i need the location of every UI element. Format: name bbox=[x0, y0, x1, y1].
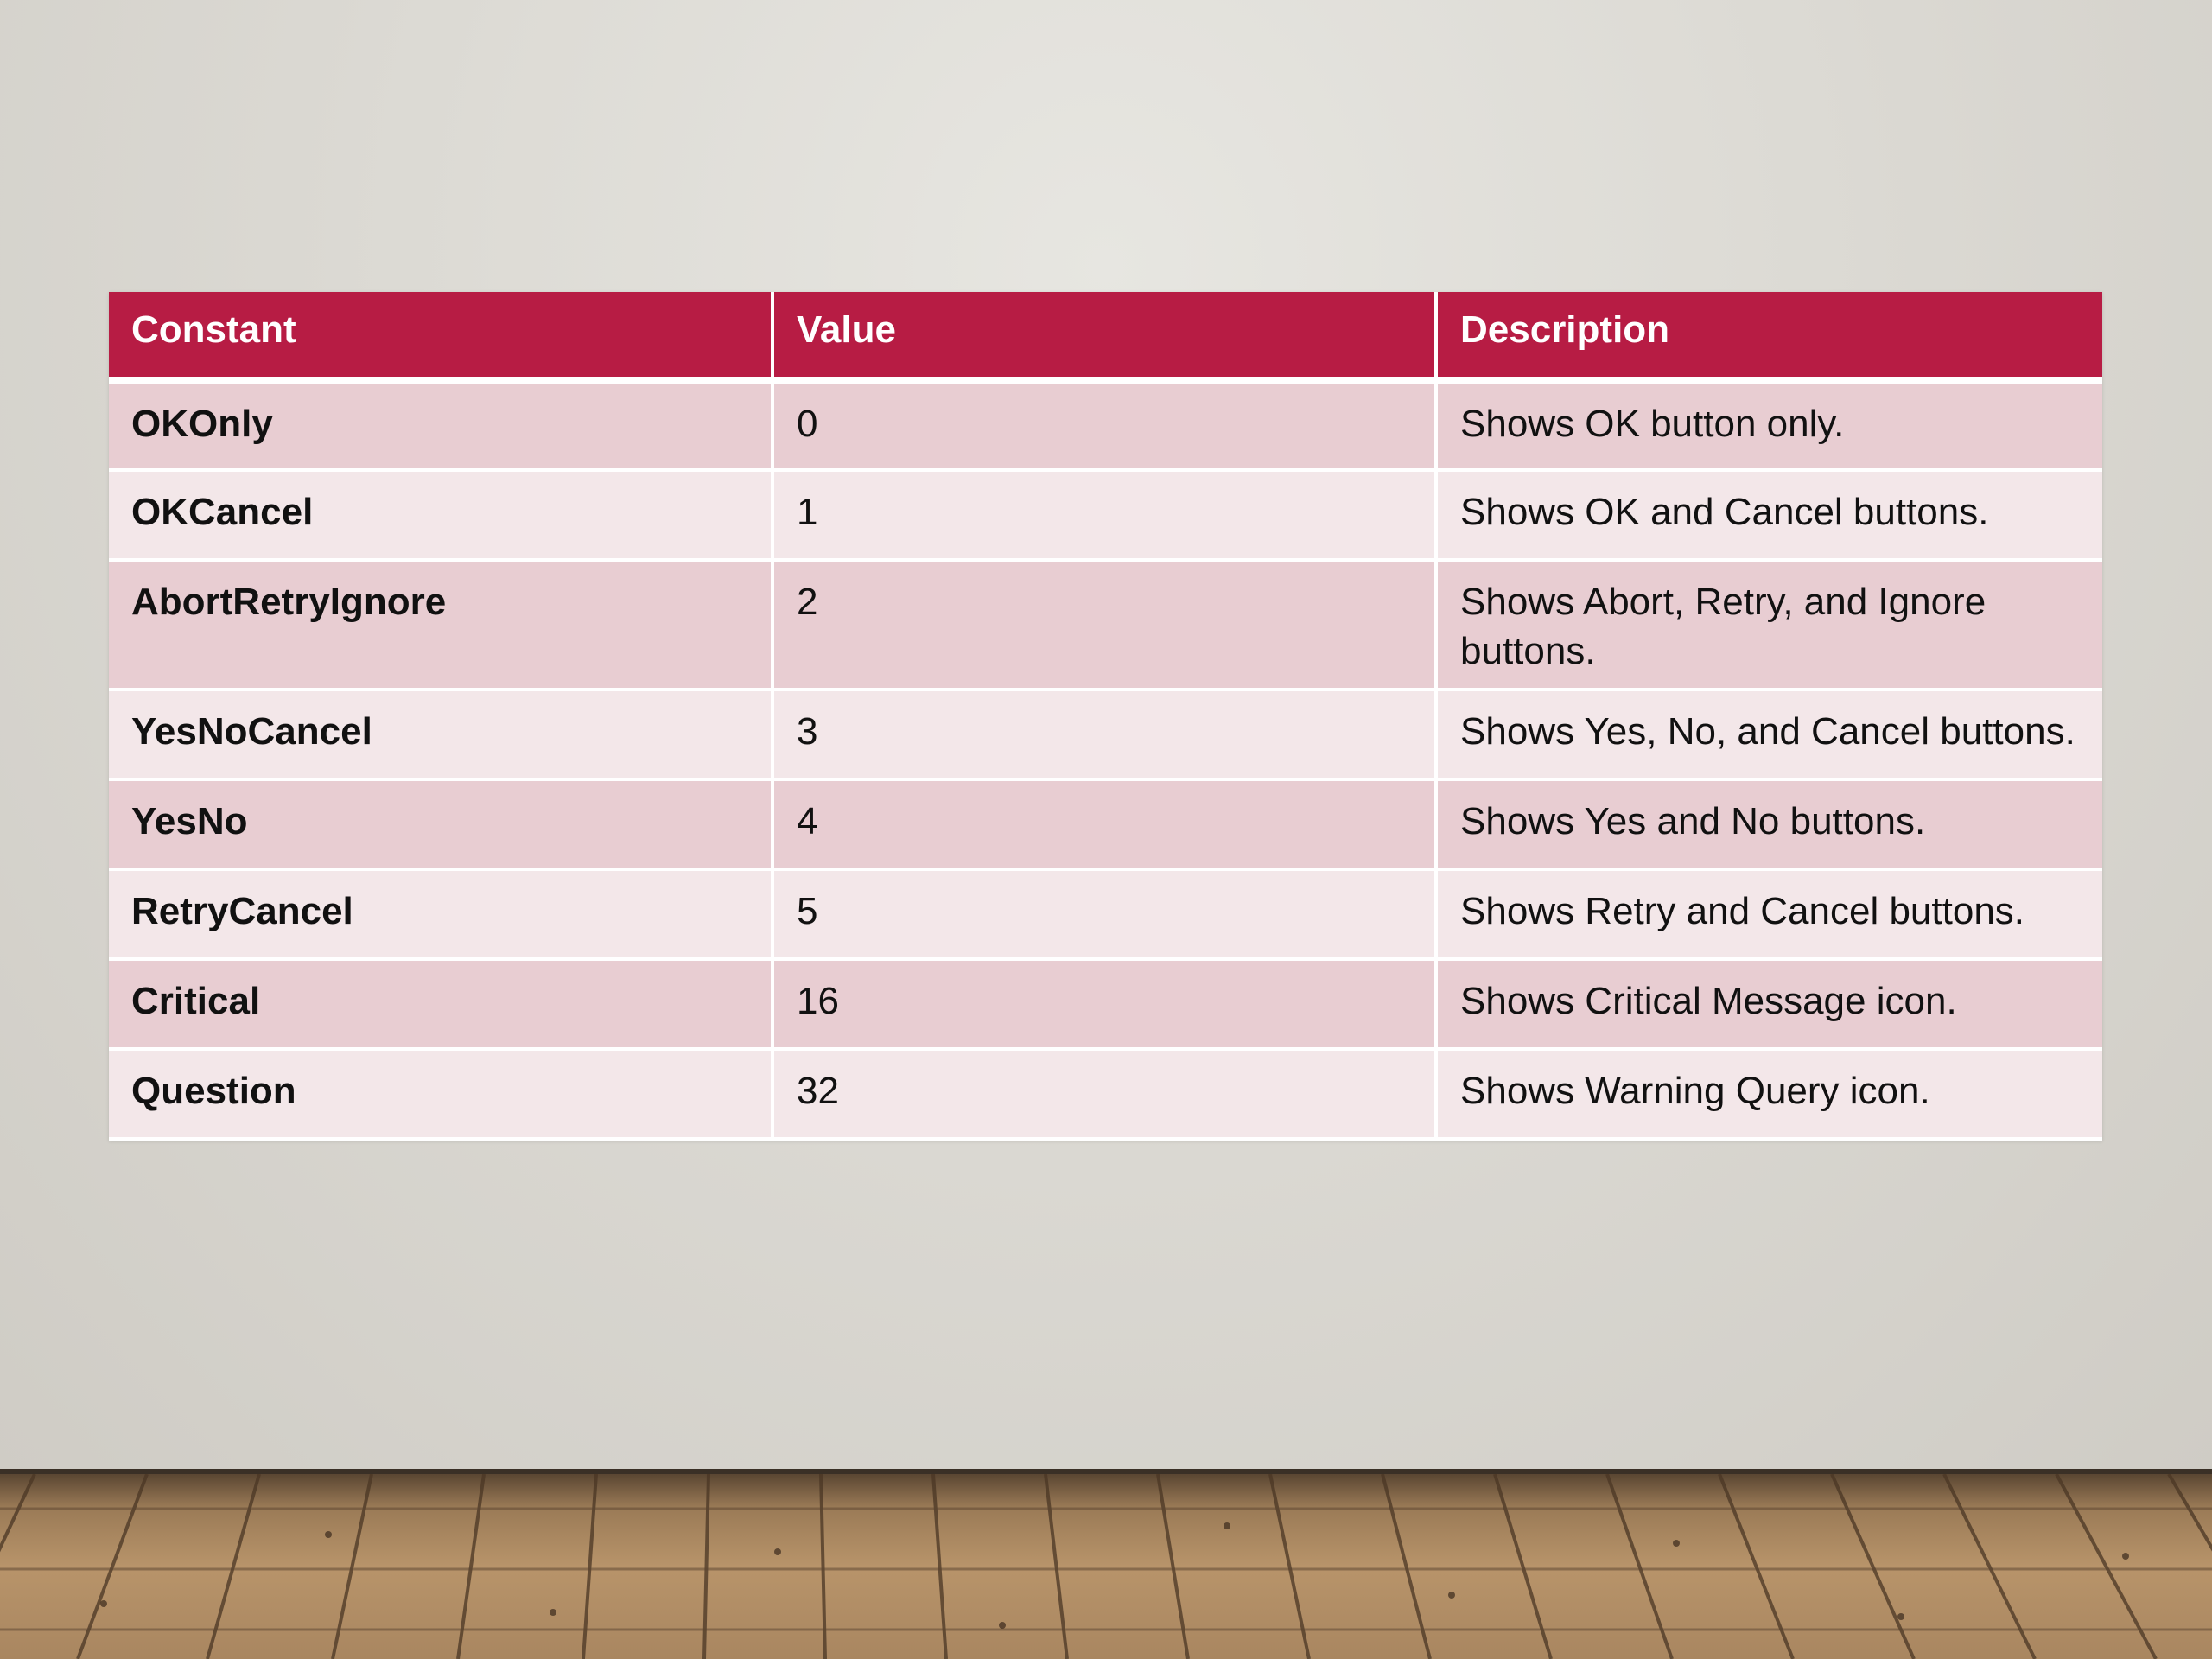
constant-cell: RetryCancel bbox=[109, 869, 772, 959]
constant-cell: YesNoCancel bbox=[109, 690, 772, 779]
constant-cell: OKOnly bbox=[109, 380, 772, 470]
table-row bbox=[109, 1049, 2102, 1139]
constants-table bbox=[109, 292, 2102, 1141]
description-cell: Shows Yes, No, and Cancel buttons. bbox=[1436, 690, 2102, 779]
description-cell: Shows OK and Cancel buttons. bbox=[1436, 470, 2102, 560]
description-cell: Shows Critical Message icon. bbox=[1436, 959, 2102, 1049]
table-row bbox=[109, 690, 2102, 779]
value-cell: 3 bbox=[772, 690, 1436, 779]
floor-planks bbox=[0, 1474, 2212, 1659]
description-cell: Shows OK button only. bbox=[1436, 380, 2102, 470]
description-cell: Shows Warning Query icon. bbox=[1436, 1049, 2102, 1139]
constant-cell: OKCancel bbox=[109, 470, 772, 560]
value-cell: 5 bbox=[772, 869, 1436, 959]
value-cell: 1 bbox=[772, 470, 1436, 560]
header-value: Value bbox=[772, 292, 1436, 380]
description-cell: Shows Abort, Retry, and Ignore buttons. bbox=[1436, 560, 2102, 690]
description-cell: Shows Retry and Cancel buttons. bbox=[1436, 869, 2102, 959]
table-header-row bbox=[109, 292, 2102, 380]
value-cell: 0 bbox=[772, 380, 1436, 470]
table-row bbox=[109, 869, 2102, 959]
header-description: Description bbox=[1436, 292, 2102, 380]
value-cell: 32 bbox=[772, 1049, 1436, 1139]
constant-cell: Critical bbox=[109, 959, 772, 1049]
table-row bbox=[109, 560, 2102, 690]
constant-cell: AbortRetryIgnore bbox=[109, 560, 772, 690]
value-cell: 16 bbox=[772, 959, 1436, 1049]
table-row bbox=[109, 380, 2102, 470]
wood-floor bbox=[0, 1474, 2212, 1659]
table-row bbox=[109, 779, 2102, 869]
value-cell: 4 bbox=[772, 779, 1436, 869]
header-constant: Constant bbox=[109, 292, 772, 380]
value-cell: 2 bbox=[772, 560, 1436, 690]
constant-cell: YesNo bbox=[109, 779, 772, 869]
table-row bbox=[109, 470, 2102, 560]
table-row bbox=[109, 959, 2102, 1049]
description-cell: Shows Yes and No buttons. bbox=[1436, 779, 2102, 869]
constant-cell: Question bbox=[109, 1049, 772, 1139]
